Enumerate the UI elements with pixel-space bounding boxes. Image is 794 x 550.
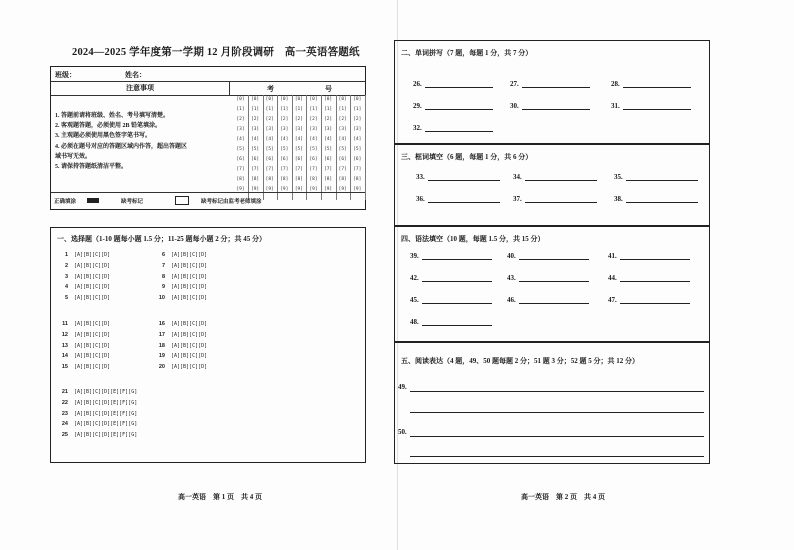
- answer-options[interactable]: [A][B][C][D]: [171, 262, 208, 269]
- answer-line[interactable]: [410, 412, 704, 413]
- class-label: 班级：: [55, 71, 76, 79]
- exam-digit-bubble[interactable]: [3]: [324, 127, 333, 132]
- mcq-question-row[interactable]: [154, 321, 207, 327]
- exam-digit-column[interactable]: [248, 95, 264, 200]
- exam-digit-bubble[interactable]: [5]: [251, 147, 260, 152]
- question-number: 18: [158, 342, 165, 349]
- mcq-question-row[interactable]: [154, 353, 207, 359]
- exam-digit-bubble[interactable]: [0]: [309, 97, 318, 102]
- mcq-question-row[interactable]: [57, 284, 110, 290]
- exam-digit-bubble[interactable]: [9]: [324, 187, 333, 192]
- question-number: 24: [61, 421, 68, 428]
- exam-digit-bubble[interactable]: [0]: [280, 97, 289, 102]
- question-number: 10: [158, 295, 165, 302]
- answer-options[interactable]: [A][B][C][D]: [74, 295, 111, 302]
- answer-line[interactable]: [428, 196, 500, 203]
- question-number: 2: [64, 262, 68, 269]
- question-number: 16: [158, 321, 165, 327]
- exam-digit-bubble[interactable]: [2]: [294, 117, 303, 122]
- answer-blank[interactable]: [507, 296, 589, 304]
- exam-digit-bubble[interactable]: [5]: [309, 147, 318, 152]
- answer-blank[interactable]: [608, 296, 690, 304]
- section-reading-expression: [394, 342, 710, 464]
- exam-digit-bubble[interactable]: [5]: [280, 147, 289, 152]
- mcq-question-row[interactable]: [57, 252, 110, 258]
- answer-line[interactable]: [422, 297, 492, 304]
- item-number: 44.: [608, 274, 617, 282]
- mcq-question-row[interactable]: [154, 263, 207, 269]
- section-2-title: 二、单词拼写（7 题，每题 1 分，共 7 分）: [401, 49, 533, 57]
- answer-line[interactable]: [620, 275, 690, 282]
- exam-digit-bubble[interactable]: [8]: [309, 177, 318, 182]
- answer-line[interactable]: [620, 253, 690, 260]
- answer-blank[interactable]: [510, 102, 590, 110]
- exam-digit-bubble[interactable]: [0]: [265, 97, 274, 102]
- question-number: 6: [161, 252, 165, 258]
- exam-digit-bubble[interactable]: [8]: [353, 177, 362, 182]
- exam-digit-bubble[interactable]: [6]: [251, 157, 260, 162]
- exam-digit-bubble[interactable]: [4]: [294, 137, 303, 142]
- item-number: 29.: [413, 102, 422, 110]
- note-item: 域书写无效。: [55, 153, 92, 160]
- answer-line[interactable]: [410, 436, 704, 437]
- exam-digit-bubble[interactable]: [1]: [280, 107, 289, 112]
- exam-digit-bubble[interactable]: [5]: [236, 147, 245, 152]
- filled-mark-sample: [87, 198, 99, 203]
- item-number: 50.: [398, 428, 407, 436]
- item-number: 47.: [608, 296, 617, 304]
- exam-digit-bubble[interactable]: [9]: [309, 187, 318, 192]
- mcq-question-row[interactable]: [57, 353, 110, 359]
- exam-digit-bubble[interactable]: [8]: [338, 177, 347, 182]
- answer-options[interactable]: [A][B][C][D]: [171, 321, 208, 327]
- answer-line[interactable]: [623, 103, 691, 110]
- answer-line[interactable]: [522, 81, 590, 88]
- exam-digit-bubble[interactable]: [9]: [251, 187, 260, 192]
- item-number: 38.: [614, 195, 623, 203]
- answer-line[interactable]: [410, 456, 704, 457]
- mcq-question-row[interactable]: [154, 284, 207, 290]
- mcq-section-title: 一、选择题（1-10 题每小题 1.5 分；11-25 题每小题 2 分；共 45 分）: [57, 235, 267, 243]
- exam-digit-bubble[interactable]: [3]: [280, 127, 289, 132]
- answer-line[interactable]: [410, 391, 704, 392]
- note-item: 1. 答题前请将班级、姓名、考号填写清楚。: [55, 113, 170, 119]
- exam-digit-bubble[interactable]: [6]: [338, 157, 347, 162]
- exam-number-header: 考 号: [229, 81, 365, 96]
- note-item: 4. 必须在题号对应的答题区域内作答，超出答题区: [55, 143, 188, 150]
- answer-blank[interactable]: [611, 102, 691, 110]
- exam-digit-bubble[interactable]: [4]: [309, 137, 318, 142]
- answer-options[interactable]: [A][B][C][D]: [74, 331, 111, 338]
- question-number: 17: [158, 331, 165, 338]
- answer-line[interactable]: [519, 253, 589, 260]
- mcq-question-row[interactable]: [154, 332, 207, 338]
- question-number: 14: [61, 353, 68, 360]
- exam-digit-bubble[interactable]: [9]: [265, 187, 274, 192]
- multiple-choice-box: [50, 227, 366, 463]
- exam-digit-bubble[interactable]: [4]: [338, 137, 347, 142]
- answer-blank[interactable]: [510, 80, 590, 88]
- item-number: 41.: [608, 252, 617, 260]
- item-number: 37.: [513, 195, 522, 203]
- answer-options[interactable]: [A][B][C][D][E][F][G]: [74, 410, 138, 417]
- answer-line[interactable]: [425, 125, 493, 132]
- exam-digit-bubble[interactable]: [1]: [309, 107, 318, 112]
- exam-digit-bubble[interactable]: [1]: [324, 107, 333, 112]
- answer-options[interactable]: [A][B][C][D][E][F][G]: [74, 432, 138, 439]
- exam-digit-bubble[interactable]: [4]: [324, 137, 333, 142]
- question-number: 3: [64, 273, 68, 280]
- answer-line[interactable]: [522, 103, 590, 110]
- exam-digit-bubble[interactable]: [8]: [324, 177, 333, 182]
- exam-digit-bubble[interactable]: [9]: [280, 187, 289, 192]
- answer-blank[interactable]: [413, 124, 493, 132]
- item-number: 39.: [410, 252, 419, 260]
- exam-digit-bubble[interactable]: [9]: [294, 187, 303, 192]
- exam-digit-bubble[interactable]: [7]: [280, 167, 289, 172]
- answer-options[interactable]: [A][B][C][D]: [171, 273, 208, 280]
- exam-digit-bubble[interactable]: [0]: [236, 97, 245, 102]
- exam-digit-bubble[interactable]: [2]: [338, 117, 347, 122]
- mcq-question-row[interactable]: [57, 332, 110, 338]
- exam-digit-bubble[interactable]: [2]: [265, 117, 274, 122]
- answer-options[interactable]: [A][B][C][D]: [74, 353, 111, 360]
- item-number: 31.: [611, 102, 620, 110]
- exam-digit-bubble[interactable]: [1]: [353, 107, 362, 112]
- exam-digit-bubble[interactable]: [5]: [338, 147, 347, 152]
- exam-digit-bubble[interactable]: [4]: [265, 137, 274, 142]
- section-3-title: 三、框词填空（6 题，每题 1 分，共 6 分）: [401, 153, 533, 161]
- exam-digit-bubble[interactable]: [2]: [280, 117, 289, 122]
- question-number: 25: [61, 432, 68, 439]
- answer-options[interactable]: [A][B][C][D]: [74, 321, 111, 327]
- answer-blank[interactable]: [513, 173, 597, 181]
- answer-options[interactable]: [A][B][C][D]: [171, 353, 208, 360]
- exam-digit-column[interactable]: [306, 95, 322, 200]
- mcq-question-row[interactable]: [57, 343, 110, 349]
- exam-digit-bubble[interactable]: [2]: [251, 117, 260, 122]
- exam-digit-bubble[interactable]: [7]: [294, 167, 303, 172]
- answer-blank[interactable]: [608, 274, 690, 282]
- exam-digit-bubble[interactable]: [5]: [265, 147, 274, 152]
- answer-options[interactable]: [A][B][C][D]: [171, 342, 208, 349]
- legend-correct-label: 正确填涂: [54, 199, 77, 205]
- item-number: 33.: [416, 173, 425, 181]
- exam-digit-column[interactable]: [233, 95, 249, 200]
- mcq-question-row[interactable]: [57, 432, 137, 438]
- answer-line[interactable]: [422, 253, 492, 260]
- answer-options[interactable]: [A][B][C][D][E][F][G]: [74, 389, 138, 395]
- answer-line[interactable]: [425, 81, 493, 88]
- answer-blank[interactable]: [614, 173, 698, 181]
- exam-number-grid[interactable]: [229, 95, 365, 205]
- answer-blank[interactable]: [410, 296, 492, 304]
- question-number: 12: [61, 331, 68, 338]
- exam-digit-bubble[interactable]: [8]: [294, 177, 303, 182]
- exam-digit-column[interactable]: [291, 95, 307, 200]
- page-footer-2: 高一英语 第 2 页 共 4 页: [521, 493, 605, 501]
- answer-options[interactable]: [A][B][C][D]: [171, 331, 208, 338]
- item-number: 45.: [410, 296, 419, 304]
- answer-options[interactable]: [A][B][C][D][E][F][G]: [74, 399, 138, 406]
- answer-line[interactable]: [422, 275, 492, 282]
- exam-digit-bubble[interactable]: [6]: [324, 157, 333, 162]
- exam-digit-bubble[interactable]: [2]: [309, 117, 318, 122]
- item-number: 26.: [413, 80, 422, 88]
- exam-digit-bubble[interactable]: [6]: [353, 157, 362, 162]
- answer-blank[interactable]: [608, 252, 690, 260]
- section-word-fill: [394, 144, 710, 226]
- student-info-box: [50, 66, 366, 210]
- mcq-question-row[interactable]: [57, 274, 110, 280]
- answer-line[interactable]: [519, 275, 589, 282]
- answer-options[interactable]: [A][B][C][D]: [74, 252, 111, 258]
- exam-digit-bubble[interactable]: [2]: [236, 117, 245, 122]
- answer-options[interactable]: [A][B][C][D]: [74, 284, 111, 291]
- answer-options[interactable]: [A][B][C][D][E][F][G]: [74, 421, 138, 428]
- answer-line[interactable]: [525, 174, 597, 181]
- question-number: 13: [61, 342, 68, 349]
- answer-line[interactable]: [425, 103, 493, 110]
- exam-digit-bubble[interactable]: [7]: [236, 167, 245, 172]
- exam-digit-bubble[interactable]: [8]: [280, 177, 289, 182]
- answer-blank[interactable]: [507, 274, 589, 282]
- mcq-question-row[interactable]: [154, 364, 207, 370]
- question-number: 9: [161, 284, 165, 291]
- question-number: 11: [62, 321, 68, 327]
- exam-digit-bubble[interactable]: [3]: [309, 127, 318, 132]
- exam-digit-bubble[interactable]: [3]: [294, 127, 303, 132]
- section-4-title: 四、语法填空（10 题，每题 1.5 分，共 15 分）: [401, 235, 545, 243]
- name-row: [51, 67, 365, 82]
- exam-digit-bubble[interactable]: [7]: [309, 167, 318, 172]
- note-item: 2. 客观题答题，必须使用 2B 铅笔填涂。: [55, 123, 162, 130]
- exam-digit-bubble[interactable]: [9]: [236, 187, 245, 192]
- answer-blank[interactable]: [410, 252, 492, 260]
- legend-note: 缺考标记由监考老师填涂: [201, 199, 262, 205]
- exam-digit-column[interactable]: [350, 95, 366, 200]
- question-number: 20: [158, 364, 165, 371]
- exam-digit-bubble[interactable]: [1]: [294, 107, 303, 112]
- mcq-question-row[interactable]: [57, 295, 110, 301]
- page-footer-1: 高一英语 第 1 页 共 4 页: [178, 493, 262, 501]
- item-number: 48.: [410, 318, 419, 326]
- exam-digit-bubble[interactable]: [1]: [338, 107, 347, 112]
- item-number: 30.: [510, 102, 519, 110]
- answer-options[interactable]: [A][B][C][D]: [74, 273, 111, 280]
- exam-digit-bubble[interactable]: [3]: [265, 127, 274, 132]
- exam-digit-bubble[interactable]: [4]: [251, 137, 260, 142]
- exam-digit-bubble[interactable]: [4]: [236, 137, 245, 142]
- section-5-title: 五、阅读表达（4 题，49、50 题每题 2 分；51 题 3 分；52 题 5 分；共 12 分）: [401, 357, 639, 365]
- answer-blank[interactable]: [507, 252, 589, 260]
- exam-digit-bubble[interactable]: [5]: [353, 147, 362, 152]
- answer-blank[interactable]: [611, 80, 691, 88]
- exam-digit-bubble[interactable]: [3]: [236, 127, 245, 132]
- exam-digit-bubble[interactable]: [7]: [324, 167, 333, 172]
- question-number: 4: [64, 284, 68, 291]
- exam-digit-bubble[interactable]: [4]: [280, 137, 289, 142]
- answer-options[interactable]: [A][B][C][D]: [171, 295, 208, 302]
- exam-digit-bubble[interactable]: [5]: [324, 147, 333, 152]
- mcq-question-row[interactable]: [57, 400, 137, 406]
- answer-blank[interactable]: [614, 195, 698, 203]
- item-number: 35.: [614, 173, 623, 181]
- mcq-question-row[interactable]: [57, 321, 110, 327]
- item-number: 27.: [510, 80, 519, 88]
- fill-legend: [51, 192, 365, 209]
- mcq-question-row[interactable]: [57, 364, 110, 370]
- exam-digit-bubble[interactable]: [8]: [251, 177, 260, 182]
- exam-digit-bubble[interactable]: [9]: [338, 187, 347, 192]
- exam-digit-bubble[interactable]: [2]: [353, 117, 362, 122]
- answer-line[interactable]: [519, 297, 589, 304]
- answer-blank[interactable]: [410, 274, 492, 282]
- exam-digit-bubble[interactable]: [8]: [236, 177, 245, 182]
- answer-blank[interactable]: [513, 195, 597, 203]
- answer-options[interactable]: [A][B][C][D]: [171, 284, 208, 291]
- notes-list: [55, 111, 227, 172]
- question-number: 23: [61, 410, 68, 417]
- note-item: 5. 请保持答题纸清洁平整。: [55, 164, 128, 171]
- answer-line[interactable]: [422, 319, 492, 326]
- answer-line[interactable]: [620, 297, 690, 304]
- mcq-question-row[interactable]: [57, 389, 137, 395]
- exam-digit-bubble[interactable]: [6]: [309, 157, 318, 162]
- exam-digit-bubble[interactable]: [9]: [353, 187, 362, 192]
- answer-options[interactable]: [A][B][C][D]: [74, 262, 111, 269]
- exam-digit-bubble[interactable]: [0]: [294, 97, 303, 102]
- exam-digit-bubble[interactable]: [0]: [324, 97, 333, 102]
- exam-digit-column[interactable]: [277, 95, 293, 200]
- mcq-question-row[interactable]: [154, 274, 207, 280]
- answer-line[interactable]: [626, 174, 698, 181]
- exam-digit-bubble[interactable]: [8]: [265, 177, 274, 182]
- answer-options[interactable]: [A][B][C][D]: [171, 364, 208, 371]
- exam-digit-bubble[interactable]: [1]: [251, 107, 260, 112]
- exam-digit-column[interactable]: [321, 95, 337, 200]
- mcq-question-row[interactable]: [154, 343, 207, 349]
- answer-blank[interactable]: [416, 195, 500, 203]
- exam-digit-bubble[interactable]: [3]: [338, 127, 347, 132]
- item-number: 34.: [513, 173, 522, 181]
- question-number: 5: [64, 295, 68, 302]
- exam-digit-bubble[interactable]: [6]: [280, 157, 289, 162]
- item-number: 28.: [611, 80, 620, 88]
- exam-digit-column[interactable]: [262, 95, 278, 200]
- exam-digit-bubble[interactable]: [6]: [236, 157, 245, 162]
- exam-digit-bubble[interactable]: [0]: [251, 97, 260, 102]
- exam-digit-bubble[interactable]: [0]: [353, 97, 362, 102]
- absent-mark-box[interactable]: [175, 196, 189, 205]
- question-number: 1: [64, 252, 68, 258]
- exam-digit-bubble[interactable]: [7]: [353, 167, 362, 172]
- exam-digit-column[interactable]: [335, 95, 351, 200]
- item-number: 36.: [416, 195, 425, 203]
- mcq-question-row[interactable]: [154, 252, 207, 258]
- exam-digit-bubble[interactable]: [7]: [251, 167, 260, 172]
- exam-digit-bubble[interactable]: [6]: [265, 157, 274, 162]
- question-number: 15: [61, 364, 68, 371]
- question-number: 7: [161, 262, 165, 269]
- answer-options[interactable]: [A][B][C][D]: [74, 342, 111, 349]
- answer-blank[interactable]: [416, 173, 500, 181]
- legend-absent-label: 缺考标记: [121, 199, 144, 205]
- exam-digit-bubble[interactable]: [0]: [338, 97, 347, 102]
- item-number: 43.: [507, 274, 516, 282]
- sheet-title: 2024—2025 学年度第一学期 12 月阶段调研 高一英语答题纸: [72, 47, 360, 58]
- item-number: 46.: [507, 296, 516, 304]
- item-number: 32.: [413, 124, 422, 132]
- question-number: 21: [61, 389, 68, 395]
- exam-digit-bubble[interactable]: [4]: [353, 137, 362, 142]
- exam-digit-bubble[interactable]: [7]: [265, 167, 274, 172]
- exam-digit-bubble[interactable]: [3]: [251, 127, 260, 132]
- exam-digit-bubble[interactable]: [3]: [353, 127, 362, 132]
- answer-line[interactable]: [623, 81, 691, 88]
- answer-blank[interactable]: [413, 80, 493, 88]
- answer-blank[interactable]: [410, 318, 492, 326]
- item-number: 42.: [410, 274, 419, 282]
- mcq-question-row[interactable]: [57, 411, 137, 417]
- exam-digit-bubble[interactable]: [1]: [236, 107, 245, 112]
- exam-digit-bubble[interactable]: [7]: [338, 167, 347, 172]
- question-number: 22: [61, 399, 68, 406]
- question-number: 19: [158, 353, 165, 360]
- notes-header: 注意事项: [51, 81, 230, 96]
- mcq-question-row[interactable]: [57, 263, 110, 269]
- answer-line[interactable]: [525, 196, 597, 203]
- name-label: 姓名：: [125, 71, 146, 79]
- mcq-question-row[interactable]: [57, 421, 137, 427]
- answer-line[interactable]: [428, 174, 500, 181]
- note-item: 3. 主观题必须使用黑色签字笔书写。: [55, 133, 152, 140]
- exam-digit-bubble[interactable]: [6]: [294, 157, 303, 162]
- exam-digit-bubble[interactable]: [2]: [324, 117, 333, 122]
- mcq-question-row[interactable]: [154, 295, 207, 301]
- item-number: 40.: [507, 252, 516, 260]
- question-number: 8: [161, 273, 165, 280]
- answer-line[interactable]: [626, 196, 698, 203]
- answer-options[interactable]: [A][B][C][D]: [74, 364, 111, 371]
- exam-digit-bubble[interactable]: [5]: [294, 147, 303, 152]
- answer-options[interactable]: [A][B][C][D]: [171, 252, 208, 258]
- item-number: 49.: [398, 383, 407, 391]
- answer-blank[interactable]: [413, 102, 493, 110]
- exam-digit-bubble[interactable]: [1]: [265, 107, 274, 112]
